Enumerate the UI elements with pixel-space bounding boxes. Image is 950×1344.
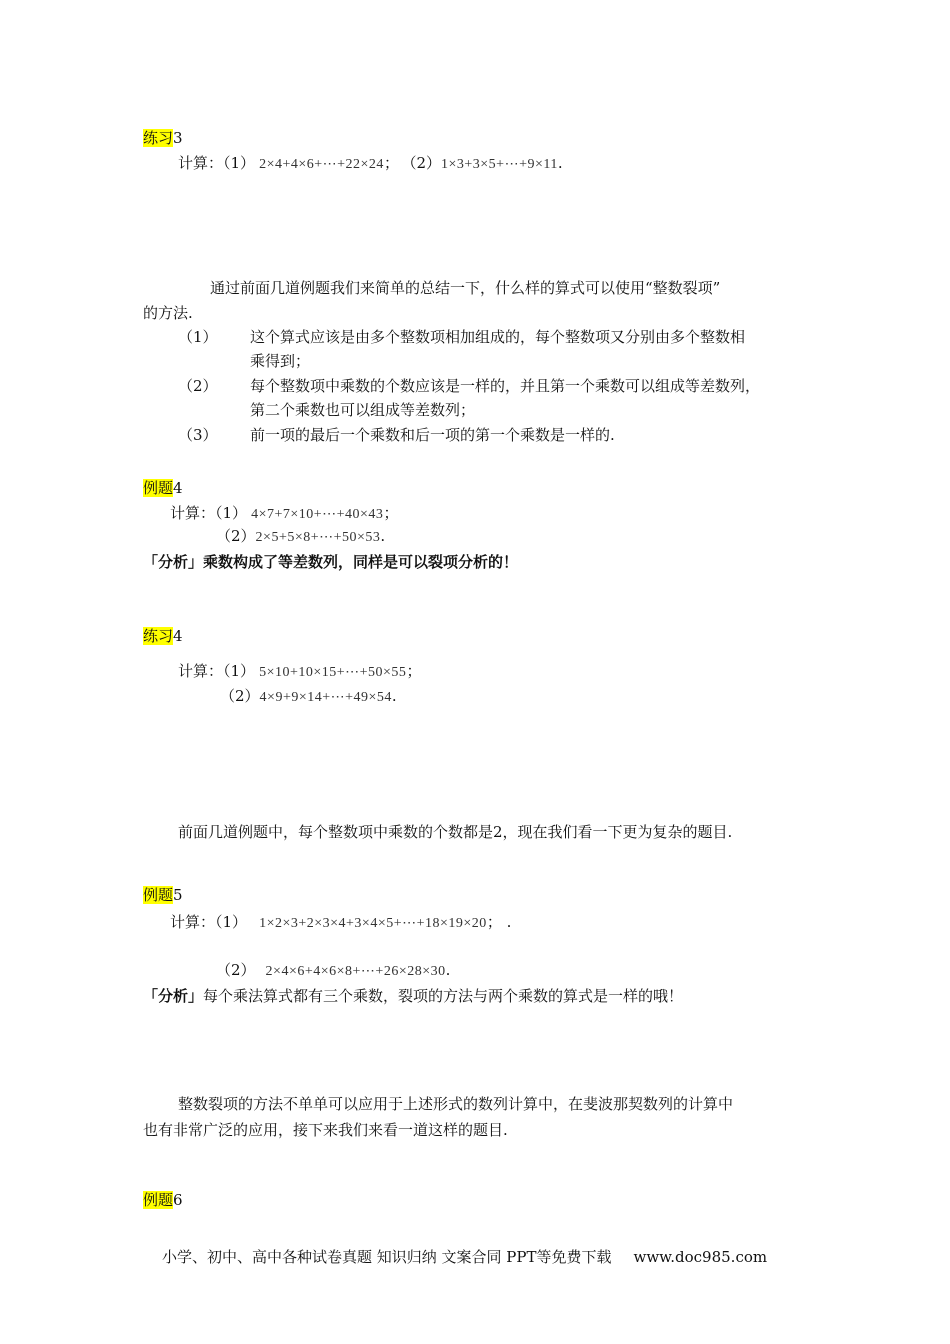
- example5-label: 例题: [143, 886, 174, 904]
- expression-2: 2×4×6+4×6×8+⋯+26×28×30: [265, 964, 446, 979]
- end-mark-1: ； .: [486, 913, 512, 931]
- part2-label: （2）: [220, 687, 260, 705]
- transition-paragraph-1: 前面几道例题中，每个整数项中乘数的个数都是2，现在我们看一下更为复杂的题目.: [178, 823, 733, 841]
- example4-calc-2: [216, 525, 385, 546]
- expression-1: 1×2×3+2×3×4+3×4×5+⋯+18×19×20: [259, 916, 487, 931]
- end-mark-2: .: [391, 687, 397, 705]
- example5-heading: [143, 884, 183, 905]
- summary-item-2-line2: 第二个乘数也可以组成等差数列；: [250, 401, 476, 419]
- practice3-heading: [143, 127, 183, 148]
- expression-2: 1×3+3×5+⋯+9×11: [441, 157, 558, 172]
- practice3-calc: [178, 152, 563, 173]
- example4-analysis: 「分析」乘数构成了等差数列，同样是可以裂项分析的！: [143, 553, 519, 571]
- separator: ；: [383, 154, 399, 172]
- expression-1: 5×10+10×15+⋯+50×55: [259, 665, 407, 680]
- part1-label: （1）: [223, 154, 256, 172]
- practice3-number: 3: [173, 129, 183, 147]
- part1-label: （1）: [215, 913, 248, 931]
- end-mark: .: [557, 154, 563, 172]
- example6-label: 例题: [143, 1191, 174, 1209]
- end-mark-1: ；: [383, 504, 399, 522]
- summary-item-1-line2: 乘得到；: [250, 352, 311, 370]
- practice4-number: 4: [173, 627, 183, 645]
- practice4-heading: [143, 625, 183, 646]
- summary-item-3-num: （3）: [178, 426, 218, 444]
- part1-label: （1）: [215, 504, 248, 522]
- expression-2: 2×5+5×8+⋯+50×53: [255, 530, 381, 545]
- analysis-tag: 「分析」: [143, 987, 204, 1005]
- example4-label: 例题: [143, 479, 174, 497]
- summary-item-3-line1: 前一项的最后一个乘数和后一项的第一个乘数是一样的.: [250, 426, 615, 444]
- example5-calc-2: [216, 959, 450, 980]
- example5-number: 5: [173, 886, 183, 904]
- expression-1: 4×7+7×10+⋯+40×43: [251, 507, 384, 522]
- footer-url[interactable]: www.doc985.com: [633, 1248, 768, 1266]
- transition-paragraph-2-line1: 整数裂项的方法不单单可以应用于上述形式的数列计算中，在斐波那契数列的计算中: [178, 1095, 734, 1113]
- expression-1: 2×4+4×6+⋯+22×24: [259, 157, 384, 172]
- example4-number: 4: [173, 479, 183, 497]
- summary-item-2-num: （2）: [178, 377, 218, 395]
- analysis-text: 每个乘法算式都有三个乘数，裂项的方法与两个乘数的算式是一样的哦！: [203, 987, 684, 1005]
- footer-text: 小学、初中、高中各种试卷真题 知识归纳 文案合同 PPT等免费下载: [162, 1248, 612, 1266]
- calc-label: 计算：: [178, 154, 224, 172]
- example6-heading: [143, 1189, 183, 1210]
- part2-label: （2）: [408, 154, 441, 172]
- practice3-label: 练习: [143, 129, 174, 147]
- part1-label: （1）: [223, 662, 256, 680]
- example6-number: 6: [173, 1191, 183, 1209]
- calc-label: 计算：: [170, 913, 216, 931]
- example4-heading: [143, 477, 183, 498]
- practice4-calc-2: [220, 685, 397, 706]
- end-mark-2: .: [380, 527, 386, 545]
- summary-item-1-line1: 这个算式应该是由多个整数项相加组成的，每个整数项又分别由多个整数相: [250, 328, 746, 346]
- example5-analysis: [143, 985, 683, 1006]
- summary-item-1-num: （1）: [178, 328, 218, 346]
- summary-intro-line2: 的方法.: [143, 304, 193, 322]
- part2-label: （2）: [216, 961, 256, 979]
- practice4-label: 练习: [143, 627, 174, 645]
- end-mark-2: .: [445, 961, 451, 979]
- end-mark-1: ；: [406, 662, 422, 680]
- example4-calc-1: [170, 502, 398, 523]
- calc-label: 计算：: [178, 662, 224, 680]
- practice4-calc-1: [178, 660, 421, 681]
- part2-label: （2）: [216, 527, 256, 545]
- footer: [162, 1246, 767, 1267]
- calc-label: 计算：: [170, 504, 216, 522]
- summary-intro-line1: 通过前面几道例题我们来简单的总结一下，什么样的算式可以使用“整数裂项”: [210, 279, 721, 297]
- example5-calc-1: [170, 911, 511, 932]
- transition-paragraph-2-line2: 也有非常广泛的应用，接下来我们来看一道这样的题目.: [143, 1121, 508, 1139]
- summary-item-2-line1: 每个整数项中乘数的个数应该是一样的，并且第一个乘数可以组成等差数列，: [250, 377, 761, 395]
- expression-2: 4×9+9×14+⋯+49×54: [259, 690, 392, 705]
